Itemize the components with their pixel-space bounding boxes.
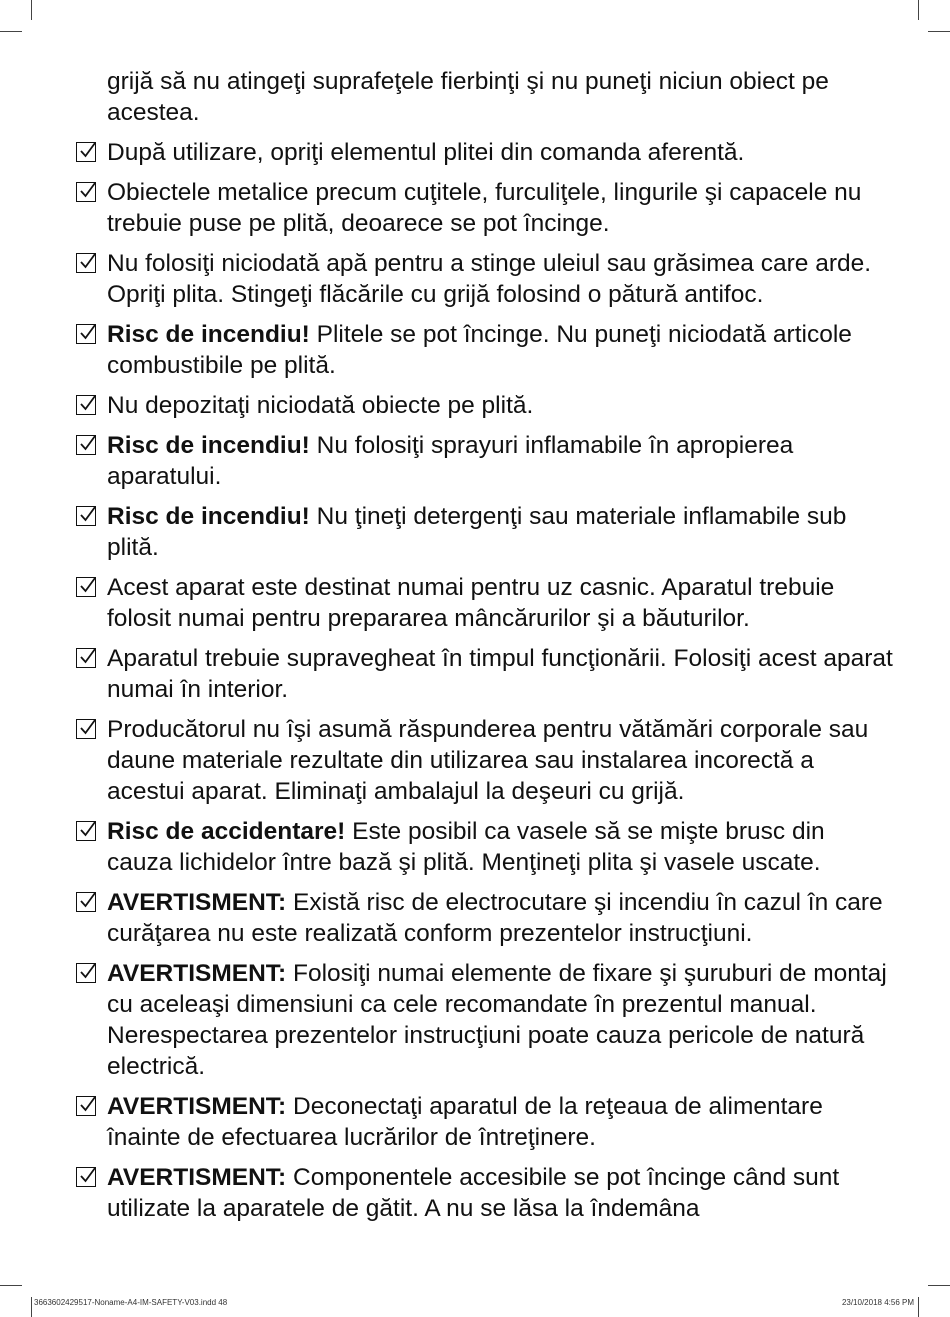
checklist-item xyxy=(76,319,896,381)
footer-file-info: 3663602429517-Noname-A4-IM-SAFETY-V03.indd 48 xyxy=(34,1298,228,1307)
checklist-item xyxy=(76,248,896,310)
checklist-item xyxy=(76,177,896,239)
checklist-item xyxy=(76,643,896,705)
item-emphasis: AVERTISMENT: xyxy=(107,889,287,916)
checklist-item xyxy=(76,501,896,563)
item-text: Componentele accesibile se pot încinge când sunt utilizate la aparatele de gătit. A nu se lăsa la îndemâna xyxy=(107,1164,840,1222)
checklist-item xyxy=(76,430,896,492)
item-emphasis: Risc de incendiu! xyxy=(107,432,310,459)
item-emphasis: AVERTISMENT: xyxy=(107,1093,287,1120)
checkbox-checked-icon xyxy=(76,1167,96,1187)
checklist-item xyxy=(76,572,896,634)
continued-paragraph: grijă să nu atingeţi suprafeţele fierbinţi şi nu puneţi niciun obiect pe acestea. xyxy=(107,68,829,126)
item-text: După utilizare, opriţi elementul plitei din comanda aferentă. xyxy=(107,139,745,166)
item-text: Deconectaţi aparatul de la reţeaua de alimentare înainte de efectuarea lucrărilor de întreţinere. xyxy=(107,1093,823,1151)
item-text: Nu depozitaţi niciodată obiecte pe plită. xyxy=(107,392,534,419)
checkbox-checked-icon xyxy=(76,395,96,415)
crop-mark xyxy=(918,0,919,20)
footer-datetime: 23/10/2018 4:56 PM xyxy=(841,1298,914,1307)
item-emphasis: AVERTISMENT: xyxy=(107,960,287,987)
crop-mark xyxy=(31,0,32,20)
checklist-item xyxy=(76,137,896,168)
item-text: Nu folosiţi niciodată apă pentru a stinge uleiul sau grăsimea care arde. Opriţi plita. Stingeţi flăcările cu grijă folosind o pătură antifoc. xyxy=(107,250,872,308)
checkbox-checked-icon xyxy=(76,892,96,912)
item-text: Folosiţi numai elemente de fixare şi şuruburi de montaj cu aceleaşi dimensiuni ca cele recomandate în prezentul manual. Nerespectarea prezentelor instrucţiuni poate cauza pericole de natură electrică. xyxy=(107,960,887,1080)
checklist-item xyxy=(76,1162,896,1224)
checklist-item xyxy=(76,816,896,878)
checkbox-checked-icon xyxy=(76,577,96,597)
checkbox-checked-icon xyxy=(76,506,96,526)
checklist-item xyxy=(76,958,896,1082)
checkbox-checked-icon xyxy=(76,324,96,344)
item-text: Acest aparat este destinat numai pentru uz casnic. Aparatul trebuie folosit numai pentru prepararea mâncărurilor şi a băuturilor. xyxy=(107,574,835,632)
checkbox-checked-icon xyxy=(76,963,96,983)
item-text: Producătorul nu îşi asumă răspunderea pentru vătămări corporale sau daune materiale rezultate din utilizarea sau instalarea incorectă a acestui aparat. Eliminaţi ambalajul la deşeuri cu grijă. xyxy=(107,716,869,805)
checkbox-checked-icon xyxy=(76,1096,96,1116)
checkbox-checked-icon xyxy=(76,719,96,739)
crop-mark xyxy=(928,31,950,32)
checkbox-checked-icon xyxy=(76,253,96,273)
crop-mark xyxy=(0,31,22,32)
checkbox-checked-icon xyxy=(76,142,96,162)
checkbox-checked-icon xyxy=(76,435,96,455)
item-emphasis: Risc de incendiu! xyxy=(107,503,310,530)
checklist-item xyxy=(76,887,896,949)
crop-mark xyxy=(31,1297,32,1317)
checklist-item xyxy=(76,390,896,421)
checklist-item xyxy=(76,714,896,807)
crop-mark xyxy=(0,1285,22,1286)
checklist-item xyxy=(76,1091,896,1153)
checkbox-checked-icon xyxy=(76,182,96,202)
item-text: Este posibil ca vasele să se mişte brusc din cauza lichidelor între bază şi plită. Menţineţi plita şi vasele uscate. xyxy=(107,818,825,876)
safety-text-column xyxy=(76,66,896,1233)
item-emphasis: Risc de incendiu! xyxy=(107,321,310,348)
checkbox-checked-icon xyxy=(76,648,96,668)
item-emphasis: AVERTISMENT: xyxy=(107,1164,287,1191)
item-text: Aparatul trebuie supravegheat în timpul funcţionării. Folosiţi acest aparat numai în interior. xyxy=(107,645,893,703)
item-text: Nu ţineţi detergenţi sau materiale inflamabile sub plită. xyxy=(107,503,847,561)
checkbox-checked-icon xyxy=(76,821,96,841)
item-text: Există risc de electrocutare şi incendiu în cazul în care curăţarea nu este realizată conform prezentelor instrucţiuni. xyxy=(107,889,883,947)
item-text: Obiectele metalice precum cuţitele, furculiţele, lingurile şi capacele nu trebuie puse pe plită, deoarece se pot încinge. xyxy=(107,179,862,237)
item-text: Plitele se pot încinge. Nu puneţi niciodată articole combustibile pe plită. xyxy=(107,321,852,379)
crop-mark xyxy=(928,1285,950,1286)
item-text: Nu folosiţi sprayuri inflamabile în apropierea aparatului. xyxy=(107,432,794,490)
crop-mark xyxy=(918,1297,919,1317)
item-emphasis: Risc de accidentare! xyxy=(107,818,346,845)
safety-checklist xyxy=(76,137,896,1224)
